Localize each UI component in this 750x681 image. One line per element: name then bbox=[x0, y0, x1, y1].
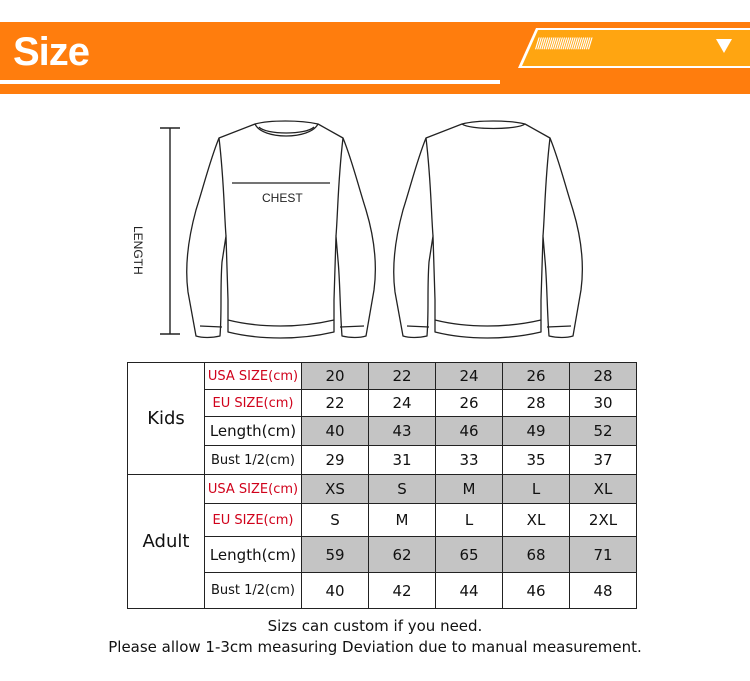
table-row bbox=[128, 390, 637, 417]
table-cell: 31 bbox=[369, 446, 436, 475]
table-cell: L bbox=[436, 504, 503, 537]
table-cell: XL bbox=[503, 504, 570, 537]
table-cell: 20 bbox=[302, 363, 369, 390]
length-measure-icon bbox=[160, 128, 180, 334]
row-label: Length(cm) bbox=[205, 537, 302, 573]
note-measuring-deviation: Please allow 1-3cm measuring Deviation due to manual measurement. bbox=[108, 638, 642, 656]
table-cell: 28 bbox=[503, 390, 570, 417]
table-cell: 49 bbox=[503, 417, 570, 446]
table-cell: 62 bbox=[369, 537, 436, 573]
table-cell: 24 bbox=[369, 390, 436, 417]
size-table bbox=[127, 362, 637, 609]
group-label-kids: Kids bbox=[128, 363, 205, 475]
table-cell: 48 bbox=[570, 573, 637, 609]
banner-tag-stripes: ////////////////////////// bbox=[535, 36, 591, 52]
table-cell: 29 bbox=[302, 446, 369, 475]
row-label: EU SIZE(cm) bbox=[205, 504, 302, 537]
table-cell: 37 bbox=[570, 446, 637, 475]
table-row bbox=[128, 504, 637, 537]
table-cell: 44 bbox=[436, 573, 503, 609]
table-cell: 68 bbox=[503, 537, 570, 573]
table-cell: 46 bbox=[503, 573, 570, 609]
note-custom-sizes: Sizs can custom if you need. bbox=[267, 617, 483, 635]
row-label: USA SIZE(cm) bbox=[205, 475, 302, 504]
shirt-back-icon bbox=[394, 121, 583, 338]
row-label: Length(cm) bbox=[205, 417, 302, 446]
table-cell: 42 bbox=[369, 573, 436, 609]
chest-label: CHEST bbox=[262, 191, 303, 205]
group-label-adult: Adult bbox=[128, 475, 205, 609]
table-cell: 26 bbox=[503, 363, 570, 390]
table-cell: L bbox=[503, 475, 570, 504]
table-cell: 46 bbox=[436, 417, 503, 446]
row-label: Bust 1/2(cm) bbox=[205, 446, 302, 475]
table-cell: 52 bbox=[570, 417, 637, 446]
table-cell: 65 bbox=[436, 537, 503, 573]
row-label: USA SIZE(cm) bbox=[205, 363, 302, 390]
table-row bbox=[128, 417, 637, 446]
row-label: EU SIZE(cm) bbox=[205, 390, 302, 417]
table-cell: 59 bbox=[302, 537, 369, 573]
table-cell: S bbox=[302, 504, 369, 537]
length-label: LENGTH bbox=[131, 226, 145, 275]
table-cell: 40 bbox=[302, 573, 369, 609]
page-title: Size bbox=[13, 30, 90, 74]
table-cell: 30 bbox=[570, 390, 637, 417]
table-cell: 71 bbox=[570, 537, 637, 573]
table-cell: M bbox=[369, 504, 436, 537]
banner-underline bbox=[0, 80, 500, 84]
table-cell: 26 bbox=[436, 390, 503, 417]
table-cell: XL bbox=[570, 475, 637, 504]
table-row bbox=[128, 363, 637, 390]
table-cell: S bbox=[369, 475, 436, 504]
table-cell: M bbox=[436, 475, 503, 504]
table-cell: 22 bbox=[302, 390, 369, 417]
table-cell: 40 bbox=[302, 417, 369, 446]
table-row bbox=[128, 537, 637, 573]
table-row bbox=[128, 475, 637, 504]
row-label: Bust 1/2(cm) bbox=[205, 573, 302, 609]
table-cell: 35 bbox=[503, 446, 570, 475]
table-cell: 43 bbox=[369, 417, 436, 446]
table-cell: 24 bbox=[436, 363, 503, 390]
table-cell: 28 bbox=[570, 363, 637, 390]
shirt-diagram bbox=[0, 110, 750, 350]
table-cell: 2XL bbox=[570, 504, 637, 537]
table-row bbox=[128, 573, 637, 609]
table-cell: 33 bbox=[436, 446, 503, 475]
table-cell: 22 bbox=[369, 363, 436, 390]
table-row bbox=[128, 446, 637, 475]
shirt-front-icon bbox=[187, 121, 376, 338]
down-arrow-icon bbox=[716, 39, 732, 53]
table-cell: XS bbox=[302, 475, 369, 504]
